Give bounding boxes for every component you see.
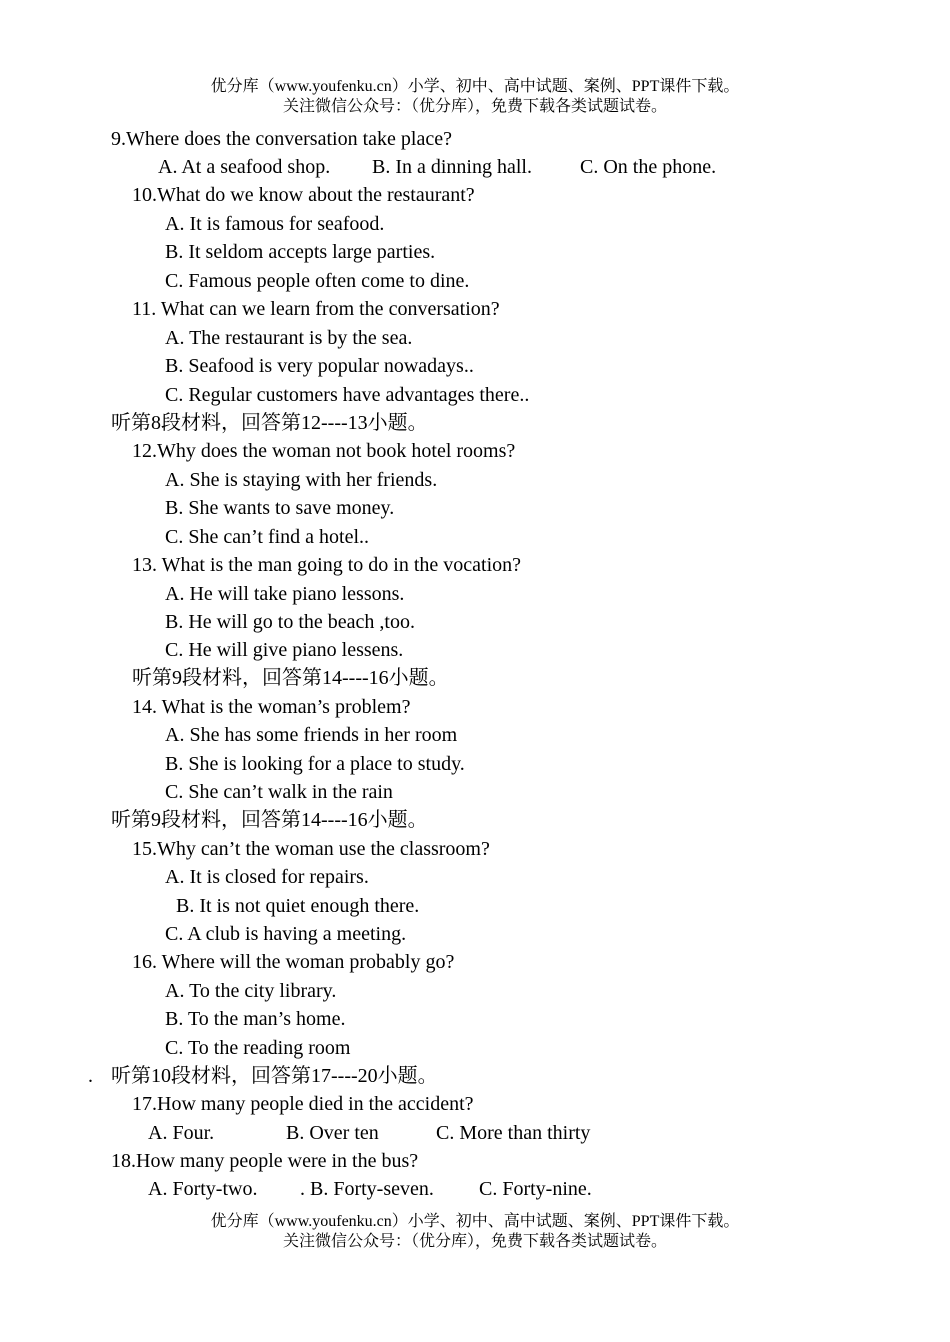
option-17b: B. Over ten — [286, 1122, 379, 1144]
section-10-text: 听第10段材料，回答第17----20小题。 — [111, 1065, 438, 1087]
option-14c: C. She can’t walk in the rain — [165, 781, 393, 803]
option-16b: B. To the man’s home. — [165, 1008, 346, 1030]
option-9c: C. On the phone. — [580, 156, 717, 178]
question-9-options — [0, 153, 950, 181]
option-10a: A. It is famous for seafood. — [165, 213, 385, 235]
question-14: 14. What is the woman’s problem? — [132, 696, 411, 718]
option-10c: C. Famous people often come to dine. — [165, 270, 470, 292]
option-9a: A. At a seafood shop. — [158, 156, 331, 178]
option-16c: C. To the reading room — [165, 1037, 351, 1059]
question-18-options — [0, 1175, 950, 1203]
option-14b: B. She is looking for a place to study. — [165, 753, 465, 775]
question-12: 12.Why does the woman not book hotel rooms? — [132, 440, 516, 462]
section-10-dot: . — [88, 1065, 93, 1087]
option-11b: B. Seafood is very popular nowadays.. — [165, 355, 474, 377]
option-15c: C. A club is having a meeting. — [165, 923, 407, 945]
option-14a: A. She has some friends in her room — [165, 724, 458, 746]
option-17a: A. Four. — [148, 1122, 215, 1144]
option-12b: B. She wants to save money. — [165, 497, 395, 519]
section-9-instruction-1: 听第9段材料，回答第14----16小题。 — [132, 667, 449, 689]
question-13: 13. What is the man going to do in the vocation? — [132, 554, 522, 576]
option-16a: A. To the city library. — [165, 980, 337, 1002]
option-17c: C. More than thirty — [436, 1122, 591, 1144]
section-9-instruction-2: 听第9段材料，回答第14----16小题。 — [111, 809, 428, 831]
question-15: 15.Why can’t the woman use the classroom? — [132, 838, 490, 860]
option-12a: A. She is staying with her friends. — [165, 469, 438, 491]
option-18a: A. Forty-two. — [148, 1178, 258, 1200]
footer-line-1: 优分库（www.youfenku.cn）小学、初中、高中试题、案例、PPT课件下载。 — [210, 1213, 740, 1230]
header-line-1: 优分库（www.youfenku.cn）小学、初中、高中试题、案例、PPT课件下载。 — [210, 78, 740, 95]
header-line-2: 关注微信公众号：（优分库），免费下载各类试题试卷。 — [282, 98, 667, 115]
option-13c: C. He will give piano lessens. — [165, 639, 404, 661]
option-11a: A. The restaurant is by the sea. — [165, 327, 413, 349]
option-15b: B. It is not quiet enough there. — [176, 895, 420, 917]
option-13a: A. He will take piano lessons. — [165, 583, 405, 605]
question-9: 9.Where does the conversation take place? — [111, 128, 452, 150]
footer-line-2: 关注微信公众号：（优分库），免费下载各类试题试卷。 — [282, 1233, 667, 1250]
option-18c: C. Forty-nine. — [479, 1178, 592, 1200]
question-17-options — [0, 1119, 950, 1147]
option-9b: B. In a dinning hall. — [372, 156, 532, 178]
option-11c: C. Regular customers have advantages there.. — [165, 384, 530, 406]
section-8-instruction: 听第8段材料，回答第12----13小题。 — [111, 412, 428, 434]
option-13b: B. He will go to the beach ,too. — [165, 611, 415, 633]
question-11: 11. What can we learn from the conversation? — [132, 298, 500, 320]
question-18: 18.How many people were in the bus? — [111, 1150, 419, 1172]
section-10-instruction — [0, 1062, 950, 1090]
option-12c: C. She can’t find a hotel.. — [165, 526, 370, 548]
question-17: 17.How many people died in the accident? — [132, 1093, 474, 1115]
option-10b: B. It seldom accepts large parties. — [165, 241, 436, 263]
question-10: 10.What do we know about the restaurant? — [132, 184, 475, 206]
option-15a: A. It is closed for repairs. — [165, 866, 369, 888]
option-18b: . B. Forty-seven. — [300, 1178, 434, 1200]
question-16: 16. Where will the woman probably go? — [132, 951, 455, 973]
